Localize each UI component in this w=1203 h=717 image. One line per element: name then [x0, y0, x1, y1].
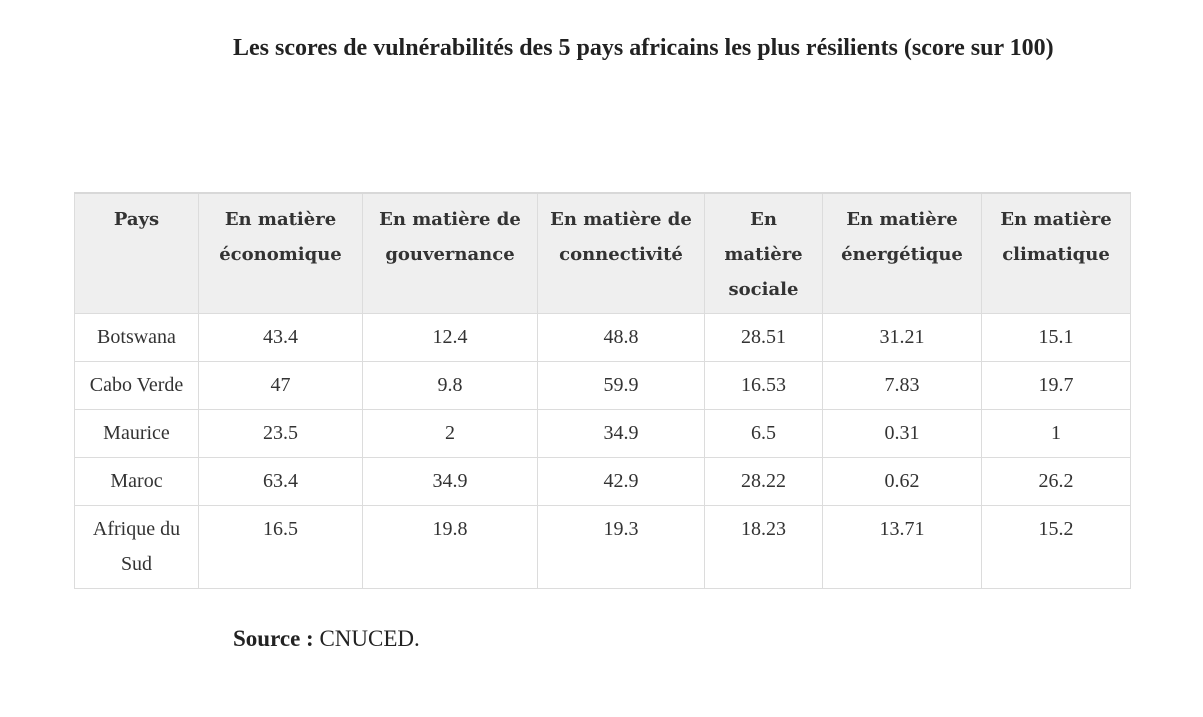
column-header-economique: En matière économique [199, 193, 363, 314]
cell-connectivite: 34.9 [538, 410, 705, 458]
cell-energetique: 7.83 [823, 362, 982, 410]
source-label: Source : [233, 626, 314, 651]
cell-climatique: 15.2 [982, 506, 1131, 589]
cell-sociale: 6.5 [705, 410, 823, 458]
cell-country: Botswana [75, 314, 199, 362]
cell-climatique: 15.1 [982, 314, 1131, 362]
cell-sociale: 16.53 [705, 362, 823, 410]
column-header-sociale: En matière sociale [705, 193, 823, 314]
cell-sociale: 28.51 [705, 314, 823, 362]
cell-gouvernance: 19.8 [363, 506, 538, 589]
cell-connectivite: 59.9 [538, 362, 705, 410]
source-note [233, 622, 420, 656]
column-header-energetique: En matière énergétique [823, 193, 982, 314]
cell-connectivite: 48.8 [538, 314, 705, 362]
cell-gouvernance: 2 [363, 410, 538, 458]
cell-gouvernance: 9.8 [363, 362, 538, 410]
table-row [75, 458, 1131, 506]
cell-sociale: 28.22 [705, 458, 823, 506]
cell-climatique: 19.7 [982, 362, 1131, 410]
cell-country: Maroc [75, 458, 199, 506]
cell-energetique: 0.62 [823, 458, 982, 506]
column-header-climatique: En matière climatique [982, 193, 1131, 314]
cell-energetique: 31.21 [823, 314, 982, 362]
cell-economique: 43.4 [199, 314, 363, 362]
cell-connectivite: 42.9 [538, 458, 705, 506]
cell-country: Cabo Verde [75, 362, 199, 410]
page-title: Les scores de vulnérabilités des 5 pays africains les plus résilients (score sur 100) [233, 35, 1054, 61]
table-header-row [75, 193, 1131, 314]
table-row [75, 410, 1131, 458]
cell-climatique: 26.2 [982, 458, 1131, 506]
table-row [75, 506, 1131, 589]
cell-sociale: 18.23 [705, 506, 823, 589]
cell-gouvernance: 12.4 [363, 314, 538, 362]
cell-economique: 23.5 [199, 410, 363, 458]
column-header-connectivite: En matière de connectivité [538, 193, 705, 314]
cell-economique: 63.4 [199, 458, 363, 506]
source-value: CNUCED. [319, 626, 420, 651]
cell-climatique: 1 [982, 410, 1131, 458]
column-header-pays: Pays [75, 193, 199, 314]
cell-country: Maurice [75, 410, 199, 458]
cell-economique: 47 [199, 362, 363, 410]
cell-country: Afrique du Sud [75, 506, 199, 589]
cell-gouvernance: 34.9 [363, 458, 538, 506]
table-row [75, 362, 1131, 410]
cell-economique: 16.5 [199, 506, 363, 589]
column-header-gouvernance: En matière de gouvernance [363, 193, 538, 314]
vulnerability-table [74, 192, 1131, 589]
table-row [75, 314, 1131, 362]
cell-energetique: 13.71 [823, 506, 982, 589]
cell-energetique: 0.31 [823, 410, 982, 458]
cell-connectivite: 19.3 [538, 506, 705, 589]
